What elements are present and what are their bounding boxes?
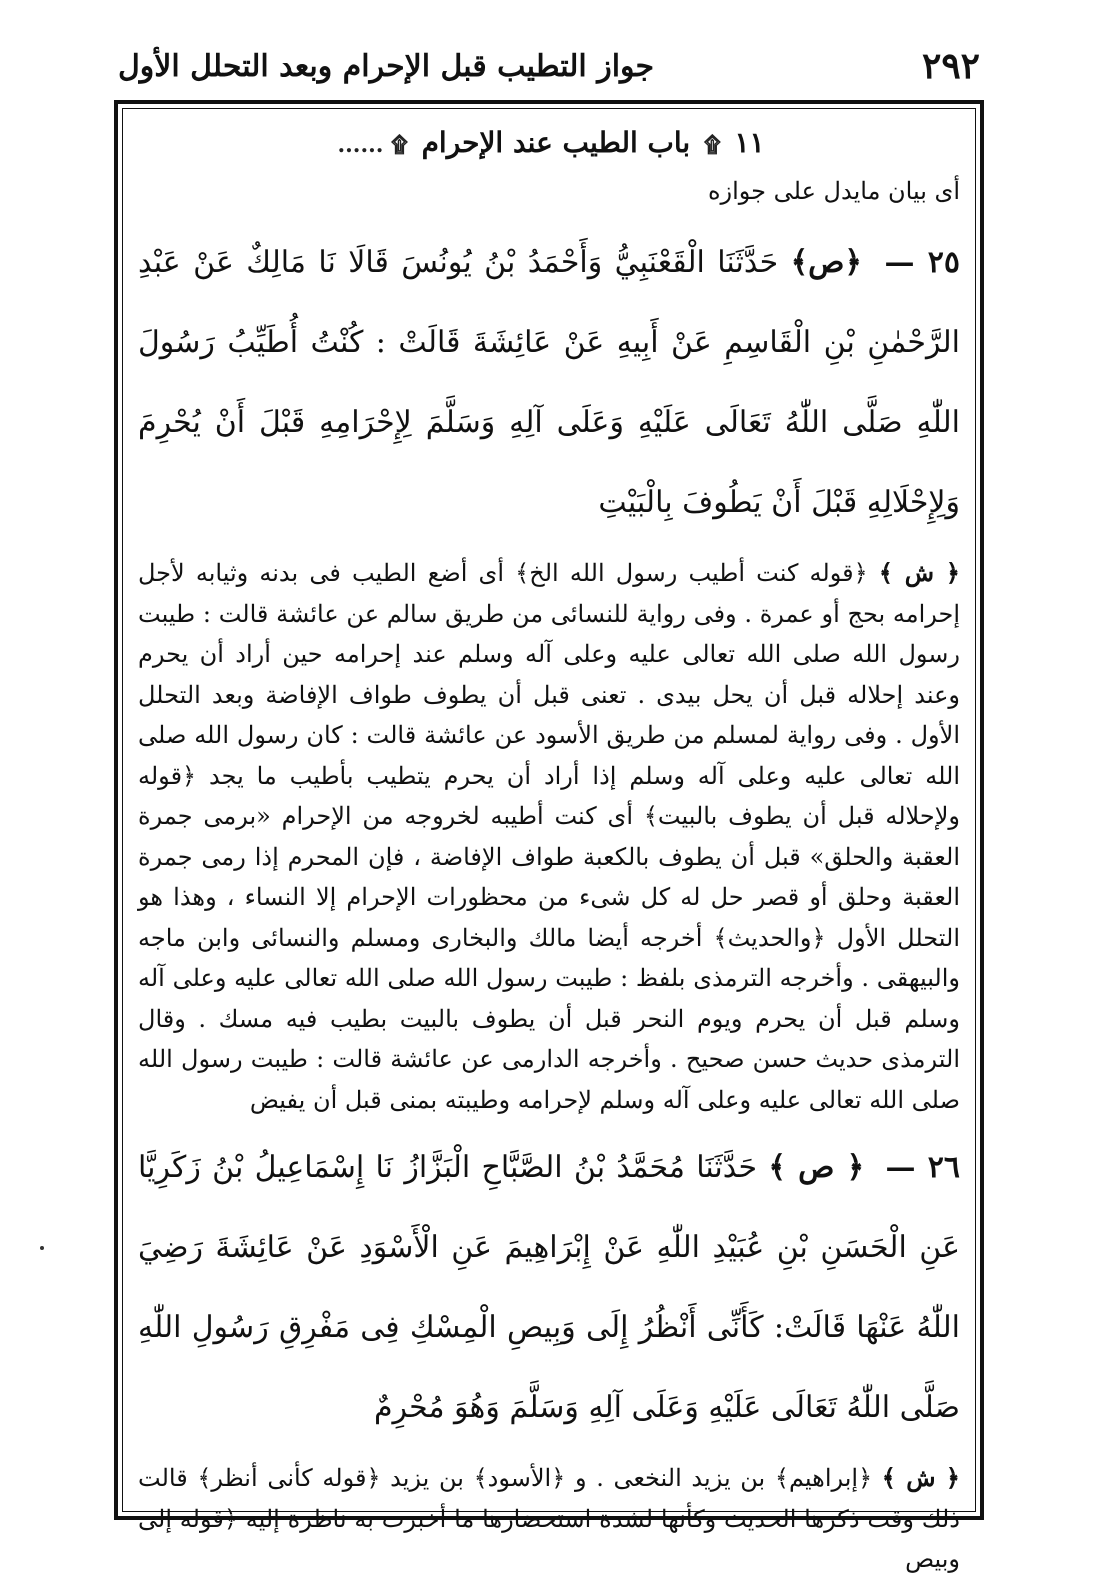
chapter-number: ١١ [734, 126, 765, 159]
text-marker: ﴿ص﴾ [790, 245, 862, 280]
chapter-title: باب الطيب عند الإحرام [421, 126, 691, 159]
hadith-number: ٢٥ — [884, 245, 961, 280]
page-header [118, 38, 980, 94]
commentary-26 [138, 1458, 960, 1580]
hadith-26 [138, 1128, 960, 1448]
text-marker: ﴿ ص ﴾ [768, 1150, 865, 1185]
running-title: جواز التطيب قبل الإحرام وبعد التحلل الأول [118, 48, 655, 84]
scan-speck [40, 1246, 44, 1250]
page-number: ٢٩٢ [921, 45, 980, 87]
hadith-text: حَدَّثَنَا الْقَعْنَبِيُّ وَأَحْمَدُ بْنُ يُونُسَ قَالَا نَا مَالِكٌ عَنْ عَبْدِ الرَّحْمٰنِ بْنِ الْقَاسِمِ عَنْ أَبِيهِ عَنْ عَائِشَةَ قَالَتْ : كُنْتُ أُطَيِّبُ رَسُولَ اللّٰهِ صَلَّى اللّٰهُ تَعَالَى عَلَيْهِ وَعَلَى آلِهِ وَسَلَّمَ لِإِحْرَامِهِ قَبْلَ أَنْ يُحْرِمَ وَلِإِحْلَالِهِ قَبْلَ أَنْ يَطُوفَ بِالْبَيْتِ [138, 245, 960, 520]
chapter-heading [138, 126, 960, 159]
ornament-left-icon: ۩ ...... [337, 132, 408, 158]
chapter-subtitle: أى بيان مايدل على جوازه [707, 177, 960, 205]
page-content [138, 120, 961, 1573]
commentary-marker: ﴿ ش ﴾ [881, 1463, 960, 1492]
ornament-right-icon: ۩ [703, 132, 721, 158]
commentary-25 [138, 553, 960, 1120]
commentary-marker: ﴿ ش ﴾ [878, 558, 960, 587]
commentary-text: ﴿إبراهيم﴾ بن يزيد النخعى . و ﴿الأسود﴾ بن يزيد ﴿قوله كأنى أنظر﴾ قالت ذلك وقت ذكرها الحديث وكأنها لشدة استحضارها ما أخبرت به ناظرة إليه ﴿قوله إلى وبيص [138, 1464, 960, 1573]
commentary-text: ﴿قوله كنت أطيب رسول الله الخ﴾ أى أضع الطيب فى بدنه وثيابه لأجل إحرامه بحج أو عمرة . وفى رواية للنسائى من طريق سالم عن عائشة قالت : طيبت رسول الله صلى الله تعالى عليه وعلى آله وسلم عند إحرامه حين أراد أن يحرم وعند إحلاله قبل أن يحل بيدى . تعنى قبل أن يطوف طواف الإفاضة وبعد التحلل الأول . وفى رواية لمسلم من طريق الأسود عن عائشة قالت : كان رسول الله صلى الله تعالى عليه وعلى آله وسلم إذا أراد أن يحرم يتطيب بأطيب ما يجد ﴿قوله ولإحلاله قبل أن يطوف بالبيت﴾ أى كنت أطيبه لخروجه من الإحرام «برمى جمرة العقبة والحلق» قبل أن يطوف بالكعبة طواف الإفاضة ، فإن المحرم إذا رمى جمرة العقبة وحلق أو قصر حل له كل شىء من محظورات الإحرام إلا النساء ، وهذا هو التحلل الأول ﴿والحديث﴾ أخرجه أيضا مالك والبخارى ومسلم والنسائى وابن ماجه والبيهقى . وأخرجه الترمذى بلفظ : طيبت رسول الله صلى الله تعالى عليه وعلى آله وسلم قبل أن يحرم ويوم النحر قبل أن يطوف بالبيت بطيب فيه مسك . وقال الترمذى حديث حسن صحيح . وأخرجه الدارمى عن عائشة قالت : طيبت رسول الله صلى الله تعالى عليه وعلى آله وسلم لإحرامه وطيبته بمنى قبل أن يفيض [138, 559, 961, 1114]
hadith-number: ٢٦ — [885, 1150, 960, 1185]
hadith-25 [138, 223, 960, 543]
hadith-text: حَدَّثَنَا مُحَمَّدُ بْنُ الصَّبَّاحِ الْبَزَّازُ نَا إِسْمَاعِيلُ بْنُ زَكَرِيَّا عَنِ الْحَسَنِ بْنِ عُبَيْدِ اللّٰهِ عَنْ إِبْرَاهِيمَ عَنِ الْأَسْوَدِ عَنْ عَائِشَةَ رَضِيَ اللّٰهُ عَنْهَا قَالَتْ: كَأَنِّى أَنْظُرُ إِلَى وَبِيصِ الْمِسْكِ فِى مَفْرِقِ رَسُولِ اللّٰهِ صَلَّى اللّٰهُ تَعَالَى عَلَيْهِ وَعَلَى آلِهِ وَسَلَّمَ وَهُوَ مُحْرِمٌ [138, 1150, 960, 1425]
